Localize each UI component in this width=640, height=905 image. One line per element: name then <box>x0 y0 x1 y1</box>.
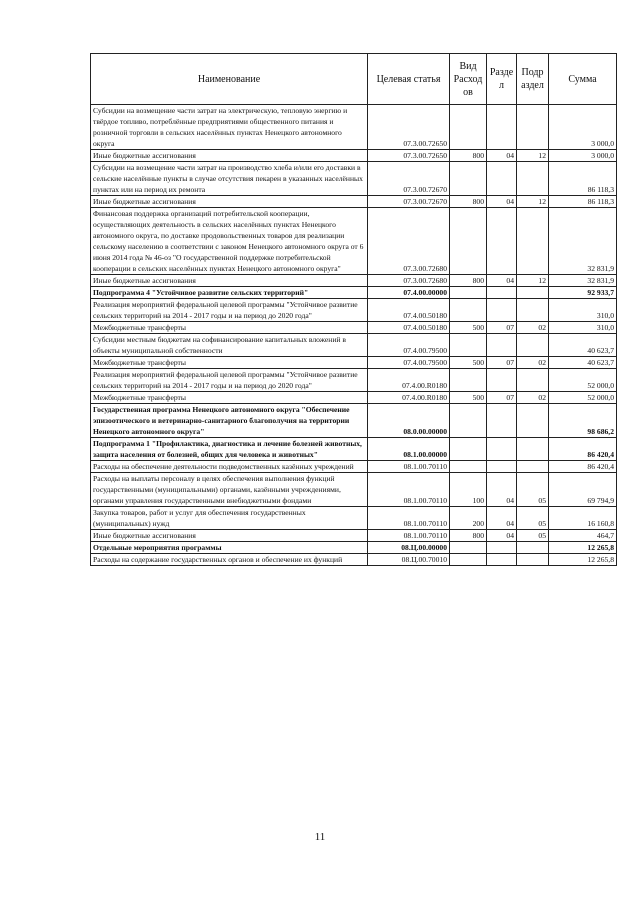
row-name-cell: Субсидии на возмещение части затрат на электрическую, тепловую энергию и твёрдое топливо, потреблённые предприятиями общественного питания и розничной торговли в сельских населённых пунктах Ненецкого автономного округа <box>91 105 368 150</box>
row-name-cell: Субсидии местным бюджетам на софинансирование капитальных вложений в объекты муниципальной собственности <box>91 334 368 357</box>
table-row <box>91 162 617 196</box>
row-name-cell: Государственная программа Ненецкого автономного округа "Обеспечение эпизоотического и ветеринарно-санитарного благополучия на территории Ненецкого автономного округа" <box>91 404 368 438</box>
row-expense-type-cell: 800 <box>450 196 487 208</box>
row-name-cell: Расходы на содержание государственных органов и обеспечение их функций <box>91 554 368 566</box>
row-subsection-cell: 12 <box>517 196 549 208</box>
row-amount-cell: 310,0 <box>549 299 617 322</box>
table-row <box>91 438 617 461</box>
header-expense-type: Вид Расход ов <box>450 54 487 105</box>
row-section-cell: 07 <box>487 357 517 369</box>
row-target-article-cell: 08.1.00.70110 <box>368 473 450 507</box>
row-section-cell <box>487 438 517 461</box>
row-target-article-cell: 07.4.00.R0180 <box>368 392 450 404</box>
row-expense-type-cell: 500 <box>450 392 487 404</box>
row-subsection-cell: 02 <box>517 392 549 404</box>
table-body <box>91 105 617 566</box>
table-row <box>91 392 617 404</box>
row-target-article-cell: 08.0.00.00000 <box>368 404 450 438</box>
table-row <box>91 299 617 322</box>
row-amount-cell: 310,0 <box>549 322 617 334</box>
row-subsection-cell: 12 <box>517 275 549 287</box>
row-section-cell <box>487 287 517 299</box>
row-target-article-cell: 08.1.00.70110 <box>368 461 450 473</box>
row-target-article-cell: 08.Ц.00.70010 <box>368 554 450 566</box>
row-name-cell: Реализация мероприятий федеральной целевой программы "Устойчивое развитие сельских территорий на 2014 - 2017 годы и на период до 2020 года" <box>91 369 368 392</box>
row-name-cell: Межбюджетные трансферты <box>91 392 368 404</box>
row-target-article-cell: 07.3.00.72650 <box>368 150 450 162</box>
row-target-article-cell: 07.4.00.50180 <box>368 299 450 322</box>
row-amount-cell: 16 160,8 <box>549 507 617 530</box>
row-section-cell <box>487 369 517 392</box>
table-row <box>91 357 617 369</box>
row-target-article-cell: 07.4.00.R0180 <box>368 369 450 392</box>
row-target-article-cell: 07.4.00.79500 <box>368 357 450 369</box>
row-section-cell: 04 <box>487 507 517 530</box>
row-target-article-cell: 08.Ц.00.00000 <box>368 542 450 554</box>
row-section-cell <box>487 334 517 357</box>
row-amount-cell: 69 794,9 <box>549 473 617 507</box>
table-row <box>91 287 617 299</box>
row-expense-type-cell <box>450 554 487 566</box>
page-number: 11 <box>314 831 326 843</box>
table-row <box>91 369 617 392</box>
table-row <box>91 473 617 507</box>
row-name-cell: Подпрограмма 1 "Профилактика, диагностика и лечение болезней животных, защита населения от болезней, общих для человека и животных" <box>91 438 368 461</box>
table-row <box>91 507 617 530</box>
row-name-cell: Межбюджетные трансферты <box>91 357 368 369</box>
row-subsection-cell: 05 <box>517 507 549 530</box>
row-name-cell: Расходы на выплаты персоналу в целях обеспечения выполнения функций государственными (муниципальными) органами, казёнными учреждениями, органами управления государственными внебюджетными фондами <box>91 473 368 507</box>
table-row <box>91 554 617 566</box>
row-subsection-cell <box>517 461 549 473</box>
row-amount-cell: 52 000,0 <box>549 369 617 392</box>
row-subsection-cell <box>517 105 549 150</box>
row-section-cell: 04 <box>487 530 517 542</box>
row-amount-cell: 86 118,3 <box>549 196 617 208</box>
row-expense-type-cell <box>450 542 487 554</box>
row-expense-type-cell <box>450 334 487 357</box>
row-target-article-cell: 07.4.00.50180 <box>368 322 450 334</box>
row-section-cell <box>487 208 517 275</box>
row-section-cell <box>487 461 517 473</box>
row-expense-type-cell <box>450 299 487 322</box>
row-expense-type-cell <box>450 438 487 461</box>
row-name-cell: Иные бюджетные ассигнования <box>91 196 368 208</box>
row-name-cell: Иные бюджетные ассигнования <box>91 150 368 162</box>
table-row <box>91 530 617 542</box>
row-section-cell: 04 <box>487 196 517 208</box>
row-target-article-cell: 08.1.00.70110 <box>368 507 450 530</box>
row-subsection-cell <box>517 334 549 357</box>
table-row <box>91 275 617 287</box>
row-name-cell: Подпрограмма 4 "Устойчивое развитие сельских территорий" <box>91 287 368 299</box>
row-name-cell: Реализация мероприятий федеральной целевой программы "Устойчивое развитие сельских территорий на 2014 - 2017 годы и на период до 2020 года" <box>91 299 368 322</box>
row-name-cell: Межбюджетные трансферты <box>91 322 368 334</box>
row-section-cell <box>487 299 517 322</box>
row-target-article-cell: 07.3.00.72680 <box>368 275 450 287</box>
row-subsection-cell <box>517 208 549 275</box>
row-section-cell: 04 <box>487 473 517 507</box>
row-target-article-cell: 07.3.00.72680 <box>368 208 450 275</box>
row-name-cell: Отдельные мероприятия программы <box>91 542 368 554</box>
row-expense-type-cell: 800 <box>450 530 487 542</box>
row-name-cell: Иные бюджетные ассигнования <box>91 530 368 542</box>
row-subsection-cell: 05 <box>517 473 549 507</box>
row-target-article-cell: 07.4.00.79500 <box>368 334 450 357</box>
row-name-cell: Финансовая поддержка организаций потребительской кооперации, осуществляющих деятельность в сельских населённых пунктах Ненецкого автономного округа, по доставке продовольственных товаров для реализации сельскому населению в соответствии с законом Ненецкого автономного округа от 6 июня 2014 года № 46-оз "О государственной поддержке потребительской кооперации в сельских населённых пунктах Ненецкого автономного округа" <box>91 208 368 275</box>
row-name-cell: Закупка товаров, работ и услуг для обеспечения государственных (муниципальных) нужд <box>91 507 368 530</box>
header-target-article: Целевая статья <box>368 54 450 105</box>
row-target-article-cell: 07.3.00.72670 <box>368 196 450 208</box>
row-section-cell <box>487 404 517 438</box>
row-name-cell: Расходы на обеспечение деятельности подведомственных казённых учреждений <box>91 461 368 473</box>
row-section-cell <box>487 162 517 196</box>
row-section-cell: 04 <box>487 275 517 287</box>
row-expense-type-cell: 500 <box>450 357 487 369</box>
row-amount-cell: 32 831,9 <box>549 208 617 275</box>
row-section-cell <box>487 554 517 566</box>
row-expense-type-cell: 100 <box>450 473 487 507</box>
row-amount-cell: 32 831,9 <box>549 275 617 287</box>
table-row <box>91 208 617 275</box>
row-expense-type-cell <box>450 287 487 299</box>
row-target-article-cell: 07.3.00.72670 <box>368 162 450 196</box>
row-amount-cell: 86 420,4 <box>549 461 617 473</box>
row-amount-cell: 12 265,8 <box>549 554 617 566</box>
row-section-cell: 04 <box>487 150 517 162</box>
row-subsection-cell <box>517 404 549 438</box>
table-row <box>91 461 617 473</box>
row-subsection-cell <box>517 542 549 554</box>
row-target-article-cell: 08.1.00.70110 <box>368 530 450 542</box>
row-subsection-cell: 02 <box>517 322 549 334</box>
row-amount-cell: 40 623,7 <box>549 357 617 369</box>
row-amount-cell: 12 265,8 <box>549 542 617 554</box>
row-amount-cell: 86 118,3 <box>549 162 617 196</box>
row-target-article-cell: 07.3.00.72650 <box>368 105 450 150</box>
row-section-cell <box>487 105 517 150</box>
row-amount-cell: 3 000,0 <box>549 105 617 150</box>
row-subsection-cell: 05 <box>517 530 549 542</box>
row-expense-type-cell <box>450 105 487 150</box>
row-expense-type-cell <box>450 404 487 438</box>
row-amount-cell: 464,7 <box>549 530 617 542</box>
row-amount-cell: 98 686,2 <box>549 404 617 438</box>
row-subsection-cell <box>517 369 549 392</box>
table-row <box>91 196 617 208</box>
row-subsection-cell <box>517 554 549 566</box>
row-name-cell: Субсидии на возмещение части затрат на производство хлеба и/или его доставки в сельские населённые пункты в случае отсутствия пекарен в указанных населённых пунктах или на период их ремонта <box>91 162 368 196</box>
table-row <box>91 322 617 334</box>
header-name: Наименование <box>91 54 368 105</box>
row-section-cell: 07 <box>487 322 517 334</box>
header-subsection: Подр аздел <box>517 54 549 105</box>
table-row <box>91 150 617 162</box>
table-row <box>91 105 617 150</box>
budget-table <box>90 53 617 566</box>
row-section-cell <box>487 542 517 554</box>
row-section-cell: 07 <box>487 392 517 404</box>
row-subsection-cell: 12 <box>517 150 549 162</box>
row-amount-cell: 86 420,4 <box>549 438 617 461</box>
header-amount: Сумма <box>549 54 617 105</box>
row-subsection-cell <box>517 162 549 196</box>
row-expense-type-cell: 800 <box>450 150 487 162</box>
row-expense-type-cell: 200 <box>450 507 487 530</box>
row-expense-type-cell <box>450 461 487 473</box>
row-expense-type-cell <box>450 162 487 196</box>
row-amount-cell: 40 623,7 <box>549 334 617 357</box>
header-section: Разде л <box>487 54 517 105</box>
row-subsection-cell: 02 <box>517 357 549 369</box>
row-subsection-cell <box>517 287 549 299</box>
row-target-article-cell: 08.1.00.00000 <box>368 438 450 461</box>
row-expense-type-cell: 500 <box>450 322 487 334</box>
row-subsection-cell <box>517 438 549 461</box>
table-row <box>91 542 617 554</box>
row-amount-cell: 92 933,7 <box>549 287 617 299</box>
table-header-row <box>91 54 617 105</box>
row-expense-type-cell <box>450 208 487 275</box>
row-subsection-cell <box>517 299 549 322</box>
row-expense-type-cell <box>450 369 487 392</box>
row-expense-type-cell: 800 <box>450 275 487 287</box>
row-amount-cell: 52 000,0 <box>549 392 617 404</box>
row-target-article-cell: 07.4.00.00000 <box>368 287 450 299</box>
table-row <box>91 404 617 438</box>
row-amount-cell: 3 000,0 <box>549 150 617 162</box>
table-row <box>91 334 617 357</box>
row-name-cell: Иные бюджетные ассигнования <box>91 275 368 287</box>
